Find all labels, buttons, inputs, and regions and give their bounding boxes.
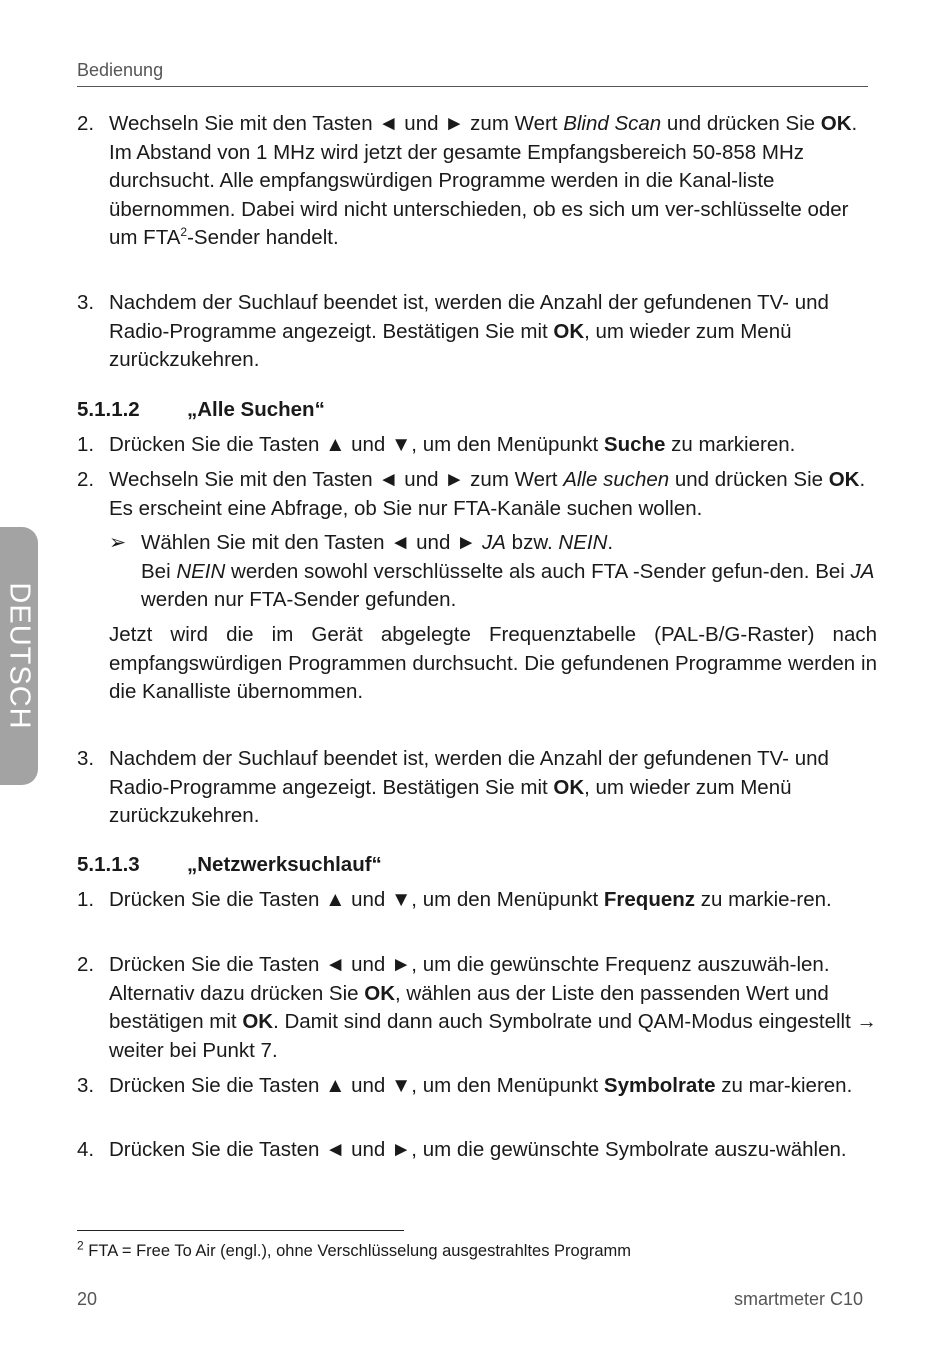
footnote-divider xyxy=(77,1230,404,1231)
list-item xyxy=(77,886,877,915)
step-number: 2. xyxy=(77,112,95,135)
section-heading xyxy=(77,396,325,425)
footnote xyxy=(77,1238,632,1261)
sub-text: Wählen Sie mit den Tasten ◄ und ► JA bzw. NEIN. xyxy=(141,531,614,555)
step-number: 2. xyxy=(77,468,95,491)
list-item xyxy=(77,951,877,1065)
arrow-bullet-icon: ➢ xyxy=(109,531,127,555)
list-item xyxy=(77,1136,877,1165)
product-name: smartmeter C10 xyxy=(733,1289,863,1309)
language-side-tab xyxy=(0,527,38,785)
list-item xyxy=(77,466,877,707)
sub-bullet xyxy=(109,529,877,615)
list-item xyxy=(77,431,877,460)
list-item xyxy=(77,289,877,375)
step-text: Drücken Sie die Tasten ◄ und ►, um die gewünschte Frequenz auszuwäh-len. Alternativ dazu drücken Sie OK, wählen aus der Liste den passenden Wert und bestätigen mit OK. Damit sind dann auch Symbolrate und QAM-Modus eingestellt → weiter bei Punkt 7. xyxy=(109,953,877,1062)
step-text: Nachdem der Suchlauf beendet ist, werden die Anzahl der gefundenen TV- und Radio-Programme angezeigt. Bestätigen Sie mit OK, um wieder zum Menü zurückzukehren. xyxy=(109,291,829,372)
step-text: Drücken Sie die Tasten ▲ und ▼, um den Menüpunkt Frequenz zu markie-ren. xyxy=(109,888,832,911)
step-text: Wechseln Sie mit den Tasten ◄ und ► zum Wert Blind Scan und drücken Sie OK. xyxy=(109,112,858,135)
sub-text: Bei NEIN werden sowohl verschlüsselte als auch FTA -Sender gefun-den. Bei JA werden nur FTA-Sender gefunden. xyxy=(141,559,875,612)
step-number: 1. xyxy=(77,888,95,911)
footnote-marker: 2 xyxy=(77,1238,84,1253)
list-item xyxy=(77,110,877,253)
section-title: „Alle Suchen“ xyxy=(187,398,325,421)
step-text: Drücken Sie die Tasten ◄ und ►, um die gewünschte Symbolrate auszu-wählen. xyxy=(109,1138,847,1161)
step-paragraph: Im Abstand von 1 MHz wird jetzt der gesamte Empfangsbereich 50-858 MHz durchsucht. Alle empfangswürdigen Programme werden in die Kanal-liste übernommen. Dabei wird nicht unterschieden, ob es sich um ver-schlüsselte oder um FTA$^2$-Sender handelt. xyxy=(109,140,849,250)
running-header xyxy=(77,60,868,87)
step-number: 3. xyxy=(77,1074,95,1097)
step-text: Drücken Sie die Tasten ▲ und ▼, um den Menüpunkt Symbolrate zu mar-kieren. xyxy=(109,1074,853,1097)
step-number: 4. xyxy=(77,1138,95,1161)
page-number: 20 xyxy=(77,1289,98,1309)
step-number: 1. xyxy=(77,433,95,456)
section-title: „Netzwerksuchlauf“ xyxy=(187,853,382,876)
step-paragraph: Es erscheint eine Abfrage, ob Sie nur FTA-Kanäle suchen wollen. xyxy=(109,496,703,520)
step-number: 3. xyxy=(77,747,95,770)
list-item xyxy=(77,1072,877,1101)
step-number: 3. xyxy=(77,291,95,314)
section-number: 5.1.1.2 xyxy=(77,398,140,421)
language-tab-label: DEUTSCH xyxy=(3,582,36,730)
footnote-text: FTA = Free To Air (engl.), ohne Verschlüsselung ausgestrahltes Programm xyxy=(83,1242,632,1260)
list-item xyxy=(77,745,877,831)
section-number: 5.1.1.3 xyxy=(77,853,140,876)
step-text: Drücken Sie die Tasten ▲ und ▼, um den Menüpunkt Suche zu markieren. xyxy=(109,433,796,456)
header-section: Bedienung xyxy=(77,60,164,80)
step-text: Nachdem der Suchlauf beendet ist, werden die Anzahl der gefundenen TV- und Radio-Programme angezeigt. Bestätigen Sie mit OK, um wieder zum Menü zurückzukehren. xyxy=(109,747,829,828)
step-number: 2. xyxy=(77,953,95,976)
section-heading xyxy=(77,851,382,880)
footnote-ref: 2 xyxy=(180,225,188,240)
step-paragraph: Jetzt wird die im Gerät abgelegte Frequenztabelle (PAL-B/G-Raster) nach empfangswürdigen Programmen durchsucht. Die gefundenen Programme werden in die Kanalliste übernommen. xyxy=(109,622,877,704)
step-text: Wechseln Sie mit den Tasten ◄ und ► zum Wert Alle suchen und drücken Sie OK. xyxy=(109,468,866,491)
